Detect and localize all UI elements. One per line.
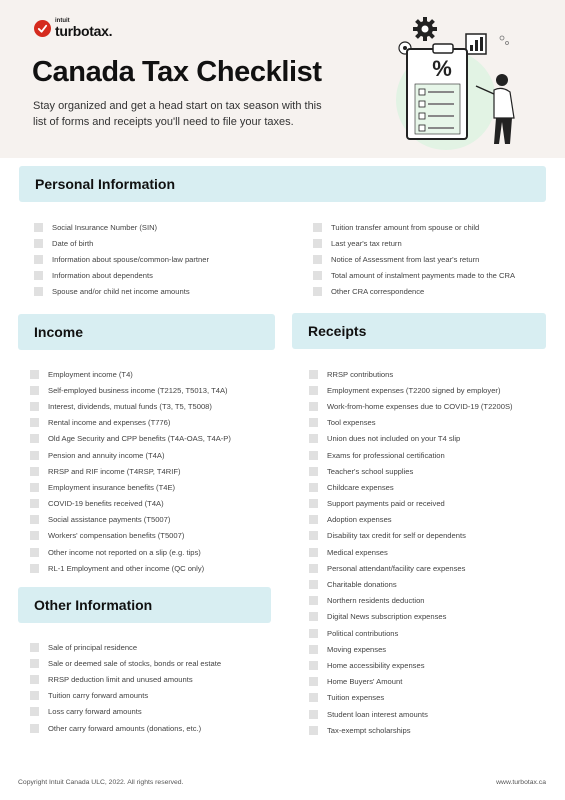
checklist-item-label: Tool expenses (327, 418, 376, 428)
checklist-item-label: Information about dependents (52, 271, 153, 281)
checkbox[interactable] (30, 707, 39, 716)
checklist-item-label: Date of birth (52, 238, 94, 248)
checklist-item-label: Employment insurance benefits (T4E) (48, 482, 176, 492)
receipts-list (309, 366, 513, 738)
checklist-item-label: Tax-exempt scholarships (327, 725, 411, 735)
checkbox[interactable] (309, 710, 318, 719)
checkbox[interactable] (30, 434, 39, 443)
checklist-item[interactable] (313, 268, 515, 284)
receipts-heading: Receipts (292, 313, 546, 349)
checkbox[interactable] (30, 483, 39, 492)
checkbox[interactable] (309, 451, 318, 460)
checkbox[interactable] (30, 675, 39, 684)
checklist-item[interactable] (30, 544, 231, 560)
checkbox[interactable] (30, 370, 39, 379)
checklist-item-label: Home Buyers' Amount (327, 677, 403, 687)
checklist-item-label: RRSP deduction limit and unused amounts (48, 674, 193, 684)
checklist-item-label: Support payments paid or received (327, 499, 445, 509)
income-list (30, 366, 231, 576)
checklist-item-label: RRSP contributions (327, 369, 394, 379)
checklist-item-label: Other carry forward amounts (donations, etc.) (48, 723, 202, 733)
checklist-item-label: Notice of Assessment from last year's return (331, 254, 480, 264)
checkbox[interactable] (309, 693, 318, 702)
checkbox[interactable] (309, 434, 318, 443)
checkbox[interactable] (309, 580, 318, 589)
checklist-item[interactable] (309, 463, 513, 479)
checkbox[interactable] (30, 451, 39, 460)
checklist-item[interactable] (309, 560, 513, 576)
checklist-item-label: Interest, dividends, mutual funds (T3, T5, T5008) (48, 401, 212, 411)
checklist-item[interactable] (30, 512, 231, 528)
checklist-item[interactable] (30, 720, 221, 736)
checkbox[interactable] (309, 370, 318, 379)
checklist-item-label: Moving expenses (327, 644, 387, 654)
checklist-item-label: RL-1 Employment and other income (QC only) (48, 563, 205, 573)
checkbox[interactable] (309, 499, 318, 508)
checklist-item-label: Employment income (T4) (48, 369, 133, 379)
checkbox[interactable] (309, 467, 318, 476)
checklist-item[interactable] (309, 398, 513, 414)
checklist-item[interactable] (313, 219, 515, 235)
checkbox[interactable] (313, 271, 322, 280)
checklist-item[interactable] (309, 415, 513, 431)
checkbox[interactable] (313, 223, 322, 232)
checklist-item-label: Political contributions (327, 628, 399, 638)
checkbox[interactable] (309, 564, 318, 573)
bar-chart-icon (466, 34, 486, 54)
checklist-item[interactable] (313, 284, 515, 300)
checkbox[interactable] (30, 724, 39, 733)
checklist-item[interactable] (30, 366, 231, 382)
turbotax-logo[interactable] (34, 18, 112, 38)
checklist-item-label: Charitable donations (327, 580, 397, 590)
checklist-item-label: Pension and annuity income (T4A) (48, 450, 165, 460)
checkbox[interactable] (30, 531, 39, 540)
checklist-item[interactable] (30, 463, 231, 479)
checklist-item-label: Total amount of instalment payments made to the CRA (331, 271, 516, 281)
checklist-item[interactable] (309, 609, 513, 625)
checklist-item-label: Exams for professional certification (327, 450, 445, 460)
checklist-item-label: Workers' compensation benefits (T5007) (48, 531, 185, 541)
checkbox[interactable] (309, 515, 318, 524)
checkbox[interactable] (309, 645, 318, 654)
checklist-item[interactable] (30, 398, 231, 414)
gear-icon (413, 17, 437, 41)
checklist-item[interactable] (309, 479, 513, 495)
checkbox[interactable] (309, 531, 318, 540)
checkbox[interactable] (30, 564, 39, 573)
checklist-item[interactable] (30, 415, 231, 431)
checklist-item[interactable] (30, 560, 231, 576)
checklist-item[interactable] (309, 641, 513, 657)
copyright-text: Copyright Intuit Canada ULC, 2022. All rights reserved. (18, 779, 184, 786)
checklist-item[interactable] (309, 593, 513, 609)
checklist-item-label: Northern residents deduction (327, 596, 425, 606)
checkbox[interactable] (34, 271, 43, 280)
checklist-item[interactable] (309, 657, 513, 673)
checklist-item-label: Other CRA correspondence (331, 287, 425, 297)
checkbox[interactable] (309, 726, 318, 735)
checklist-item-label: Last year's tax return (331, 238, 402, 248)
checklist-item[interactable] (309, 674, 513, 690)
checklist-item-label: Home accessibility expenses (327, 660, 425, 670)
checklist-item[interactable] (309, 382, 513, 398)
checklist-item-label: Sale of principal residence (48, 642, 138, 652)
checkbox[interactable] (313, 255, 322, 264)
checklist-item[interactable] (30, 704, 221, 720)
checklist-item[interactable] (30, 528, 231, 544)
checkbox[interactable] (30, 691, 39, 700)
checklist-item[interactable] (309, 722, 513, 738)
other-information-list (30, 639, 221, 736)
checklist-illustration (388, 14, 538, 154)
checkbox[interactable] (30, 402, 39, 411)
checklist-item[interactable] (30, 447, 231, 463)
personal-info-right-list (313, 219, 515, 300)
checklist-item-label: Old Age Security and CPP benefits (T4A-OAS, T4A-P) (48, 434, 231, 444)
checklist-item[interactable] (34, 219, 209, 235)
checkbox[interactable] (309, 418, 318, 427)
checklist-item[interactable] (313, 251, 515, 267)
website-link[interactable]: www.turbotax.ca (496, 779, 546, 786)
checklist-item-label: Other income not reported on a slip (e.g. tips) (48, 547, 201, 557)
checklist-item[interactable] (34, 284, 209, 300)
checklist-item-label: Social assistance payments (T5007) (48, 515, 171, 525)
checklist-item[interactable] (309, 625, 513, 641)
checklist-item-label: Union dues not included on your T4 slip (327, 434, 461, 444)
checklist-item-label: Teacher's school supplies (327, 466, 414, 476)
checklist-item[interactable] (30, 431, 231, 447)
checklist-item-label: Rental income and expenses (T776) (48, 418, 171, 428)
checklist-item-label: Childcare expenses (327, 482, 394, 492)
clipboard-icon (407, 44, 467, 139)
checklist-item-label: Loss carry forward amounts (48, 707, 142, 717)
checklist-item[interactable] (309, 576, 513, 592)
income-heading: Income (18, 314, 275, 350)
personal-info-left-list (34, 219, 209, 300)
checkbox[interactable] (30, 418, 39, 427)
checklist-item-label: Tuition transfer amount from spouse or child (331, 222, 480, 232)
checkbox[interactable] (30, 386, 39, 395)
checklist-item-label: COVID-19 benefits received (T4A) (48, 499, 164, 509)
checkbox[interactable] (30, 659, 39, 668)
checkbox[interactable] (313, 239, 322, 248)
checklist-item[interactable] (30, 479, 231, 495)
percent-symbol: % (432, 56, 452, 81)
checklist-item[interactable] (34, 235, 209, 251)
checkbox[interactable] (30, 467, 39, 476)
checklist-item[interactable] (309, 431, 513, 447)
checklist-item[interactable] (30, 655, 221, 671)
checkmark-icon (34, 20, 51, 37)
logo-brand-text: turbotax. (55, 23, 113, 39)
checkbox[interactable] (30, 515, 39, 524)
checklist-item-label: Medical expenses (327, 547, 388, 557)
checklist-item[interactable] (313, 235, 515, 251)
checkbox[interactable] (309, 548, 318, 557)
checklist-item-label: Tuition carry forward amounts (48, 691, 149, 701)
checklist-item[interactable] (309, 528, 513, 544)
checklist-item[interactable] (309, 447, 513, 463)
checklist-item[interactable] (34, 251, 209, 267)
checklist-item-label: Employment expenses (T2200 signed by employer) (327, 385, 501, 395)
header-banner (0, 0, 565, 158)
checkbox[interactable] (309, 386, 318, 395)
checklist-item[interactable] (309, 366, 513, 382)
checklist-item-label: Student loan interest amounts (327, 709, 428, 719)
checklist-item[interactable] (30, 688, 221, 704)
checklist-item[interactable] (30, 382, 231, 398)
page-title: Canada Tax Checklist (32, 56, 322, 88)
checklist-item[interactable] (309, 706, 513, 722)
checkbox[interactable] (309, 402, 318, 411)
checklist-item[interactable] (34, 268, 209, 284)
checkbox[interactable] (309, 677, 318, 686)
page-subtitle: Stay organized and get a head start on tax season with this list of forms and receipts you'll need to file your taxes. (33, 100, 322, 128)
checkbox[interactable] (313, 287, 322, 296)
checklist-item[interactable] (30, 496, 231, 512)
personal-information-heading: Personal Information (19, 166, 546, 202)
checklist-item[interactable] (309, 512, 513, 528)
checklist-item-label: Self-employed business income (T2125, T5013, T4A) (48, 385, 228, 395)
checklist-item-label: Spouse and/or child net income amounts (52, 287, 190, 297)
checklist-item-label: Information about spouse/common-law partner (52, 254, 210, 264)
checkbox[interactable] (30, 499, 39, 508)
checklist-item[interactable] (309, 690, 513, 706)
checklist-item-label: Personal attendant/facility care expenses (327, 563, 466, 573)
checkbox[interactable] (309, 612, 318, 621)
checklist-item[interactable] (30, 639, 221, 655)
checklist-item[interactable] (30, 671, 221, 687)
checklist-item-label: RRSP and RIF income (T4RSP, T4RIF) (48, 466, 181, 476)
checklist-item[interactable] (309, 496, 513, 512)
checkbox[interactable] (309, 629, 318, 638)
checkbox[interactable] (309, 661, 318, 670)
checkbox[interactable] (34, 239, 43, 248)
checkbox[interactable] (309, 596, 318, 605)
checklist-item-label: Disability tax credit for self or dependents (327, 531, 466, 541)
checklist-item-label: Adoption expenses (327, 515, 392, 525)
checkbox[interactable] (309, 483, 318, 492)
checklist-item[interactable] (309, 544, 513, 560)
checkbox[interactable] (34, 287, 43, 296)
checkbox[interactable] (34, 223, 43, 232)
checklist-item-label: Social Insurance Number (SIN) (52, 222, 158, 232)
other-information-heading: Other Information (18, 587, 271, 623)
checklist-item-label: Sale or deemed sale of stocks, bonds or real estate (48, 658, 222, 668)
checklist-item-label: Digital News subscription expenses (327, 612, 447, 622)
checkbox[interactable] (30, 643, 39, 652)
checkbox[interactable] (30, 548, 39, 557)
logo-intuit-text: intuit (55, 18, 70, 24)
checkbox[interactable] (34, 255, 43, 264)
checklist-item-label: Work-from-home expenses due to COVID-19 (T2200S) (327, 401, 513, 411)
checklist-item-label: Tuition expenses (327, 693, 385, 703)
